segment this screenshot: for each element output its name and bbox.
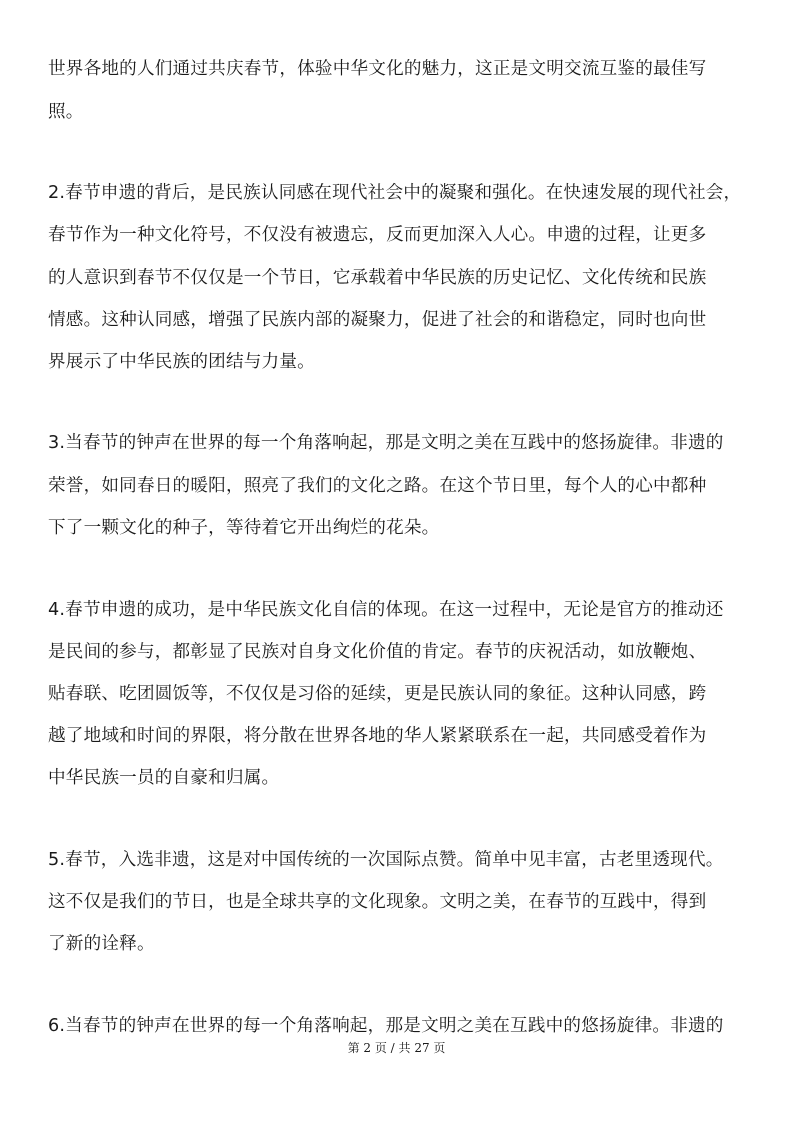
text-line: 照。 xyxy=(48,102,84,122)
text-line: 是民间的参与，都彰显了民族对自身文化价值的肯定。春节的庆祝活动，如放鞭炮、 xyxy=(48,642,707,662)
text-line: 4.春节申遗的成功，是中华民族文化自信的体现。在这一过程中，无论是官方的推动还 xyxy=(48,600,724,620)
text-line: 越了地域和时间的界限，将分散在世界各地的华人紧紧联系在一起，共同感受着作为 xyxy=(48,726,707,746)
text-line: 下了一颗文化的种子，等待着它开出绚烂的花朵。 xyxy=(48,518,440,538)
text-line: 世界各地的人们通过共庆春节，体验中华文化的魅力，这正是文明交流互鉴的最佳写 xyxy=(48,59,707,79)
text-line: 5.春节，入选非遗，这是对中国传统的一次国际点赞。简单中见丰富，古老里透现代。 xyxy=(48,850,724,870)
text-line: 的人意识到春节不仅仅是一个节日，它承载着中华民族的历史记忆、文化传统和民族 xyxy=(48,268,707,288)
text-line: 2.春节申遗的背后，是民族认同感在现代社会中的凝聚和强化。在快速发展的现代社会， xyxy=(48,183,742,203)
text-line: 春节作为一种文化符号，不仅没有被遗忘，反而更加深入人心。申遗的过程，让更多 xyxy=(48,225,707,245)
text-line: 界展示了中华民族的团结与力量。 xyxy=(48,352,315,372)
text-line: 这不仅是我们的节日，也是全球共享的文化现象。文明之美，在春节的互践中，得到 xyxy=(48,892,707,912)
text-line: 荣誉，如同春日的暖阳，照亮了我们的文化之路。在这个节日里，每个人的心中都种 xyxy=(48,476,707,496)
text-line: 贴春联、吃团圆饭等，不仅仅是习俗的延续，更是民族认同的象征。这种认同感，跨 xyxy=(48,684,707,704)
text-line: 3.当春节的钟声在世界的每一个角落响起，那是文明之美在互践中的悠扬旋律。非遗的 xyxy=(48,433,724,453)
text-line: 6.当春节的钟声在世界的每一个角落响起，那是文明之美在互践中的悠扬旋律。非遗的 xyxy=(48,1016,724,1036)
text-line: 中华民族一员的自豪和归属。 xyxy=(48,768,280,788)
page-number: 第 2 页 / 共 27 页 xyxy=(347,1041,446,1055)
text-line: 情感。这种认同感，增强了民族内部的凝聚力，促进了社会的和谐稳定，同时也向世 xyxy=(48,310,707,330)
text-line: 了新的诠释。 xyxy=(48,934,155,954)
